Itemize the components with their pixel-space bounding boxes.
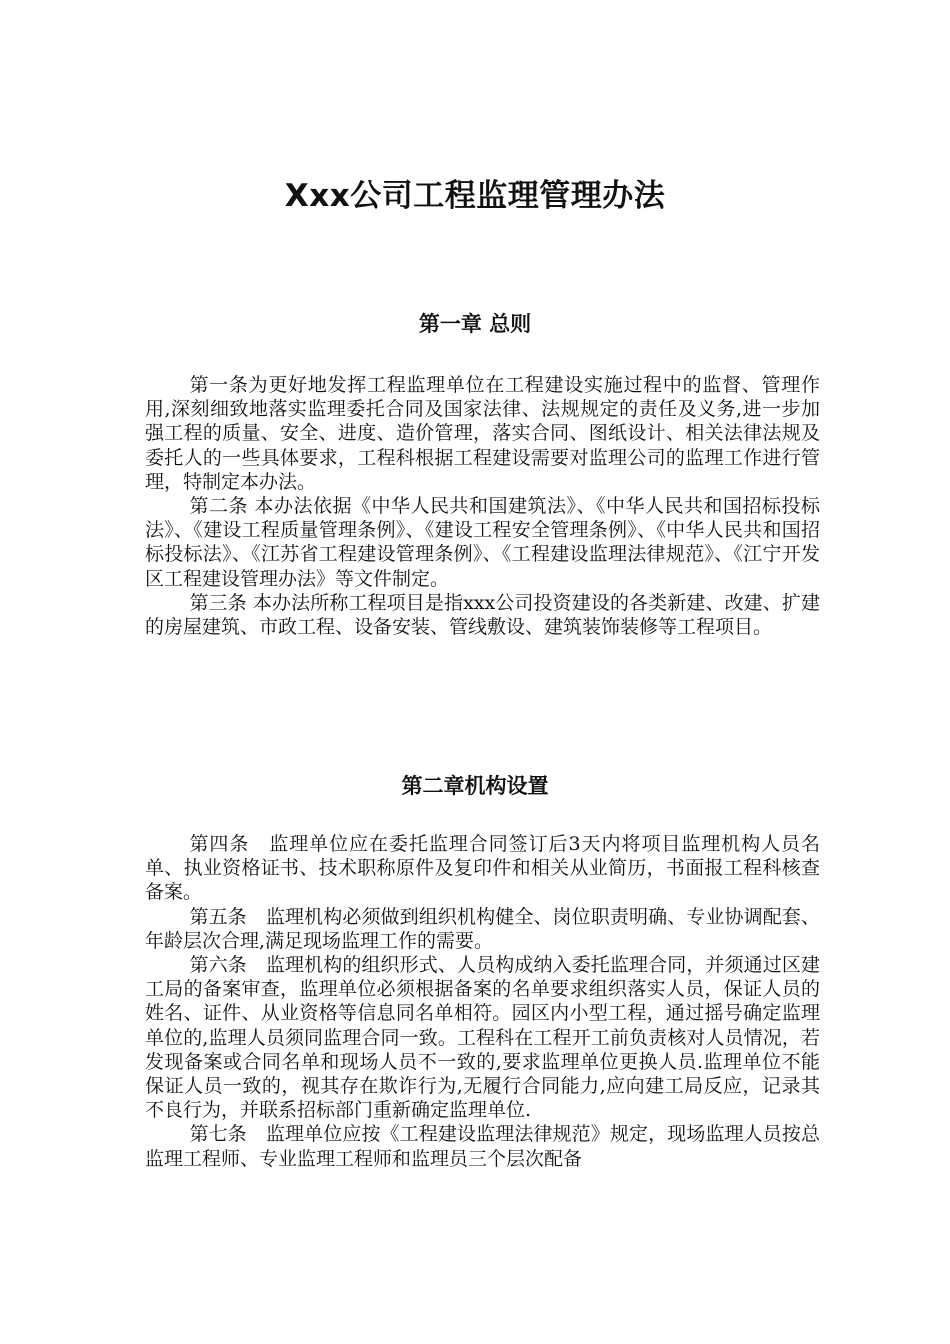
- chapter-2-body: [145, 832, 820, 1171]
- article-5: 第五条 监理机构必须做到组织机构健全、岗位职责明确、专业协调配套、年龄层次合理,满足现场监理工作的需要。: [145, 905, 820, 952]
- article-6: 第六条 监理机构的组织形式、人员构成纳入委托监理合同，并须通过区建工局的备案审查，监理单位必须根据备案的名单要求组织落实人员，保证人员的姓名、证件、从业资格等信息同名单相符。园区内小型工程，通过摇号确定监理单位的,监理人员须同监理合同一致。工程科在工程开工前负责核对人员情况，若发现备案或合同名单和现场人员不一致的,要求监理单位更换人员.监理单位不能保证人员一致的，视其存在欺诈行为,无履行合同能力,应向建工局反应，记录其不良行为，并联系招标部门重新确定监理单位.: [145, 954, 820, 1122]
- chapter-2-heading: 第二章机构设置: [401, 774, 549, 799]
- article-4: 第四条 监理单位应在委托监理合同签订后3天内将项目监理机构人员名单、执业资格证书、技术职称原件及复印件和相关从业简历，书面报工程科核查备案。: [145, 833, 820, 904]
- article-3: 第三条 本办法所称工程项目是指xxx公司投资建设的各类新建、改建、扩建的房屋建筑、市政工程、设备安装、管线敷设、建筑装饰装修等工程项目。: [145, 591, 820, 639]
- article-2: 第二条 本办法依据《中华人民共和国建筑法》、《中华人民共和国招标投标法》、《建设工程质量管理条例》、《建设工程安全管理条例》、《中华人民共和国招标投标法》、《江苏省工程建设管理条例》、《工程建设监理法律规范》、《江宁开发区工程建设管理办法》等文件制定。: [145, 495, 820, 590]
- chapter-1-body: [145, 373, 820, 639]
- chapter-1-heading: 第一章 总则: [418, 312, 532, 337]
- document-title: Xxx公司工程监理管理办法: [284, 177, 666, 214]
- article-7: 第七条 监理单位应按《工程建设监理法律规范》规定，现场监理人员按总监理工程师、专业监理工程师和监理员三个层次配备: [145, 1123, 820, 1170]
- article-1: 第一条为更好地发挥工程监理单位在工程建设实施过程中的监督、管理作用,深刻细致地落实监理委托合同及国家法律、法规规定的责任及义务,进一步加强工程的质量、安全、进度、造价管理，落实合同、图纸设计、相关法律法规及委托人的一些具体要求，工程科根据工程建设需要对监理公司的监理工作进行管理，特制定本办法。: [145, 374, 820, 493]
